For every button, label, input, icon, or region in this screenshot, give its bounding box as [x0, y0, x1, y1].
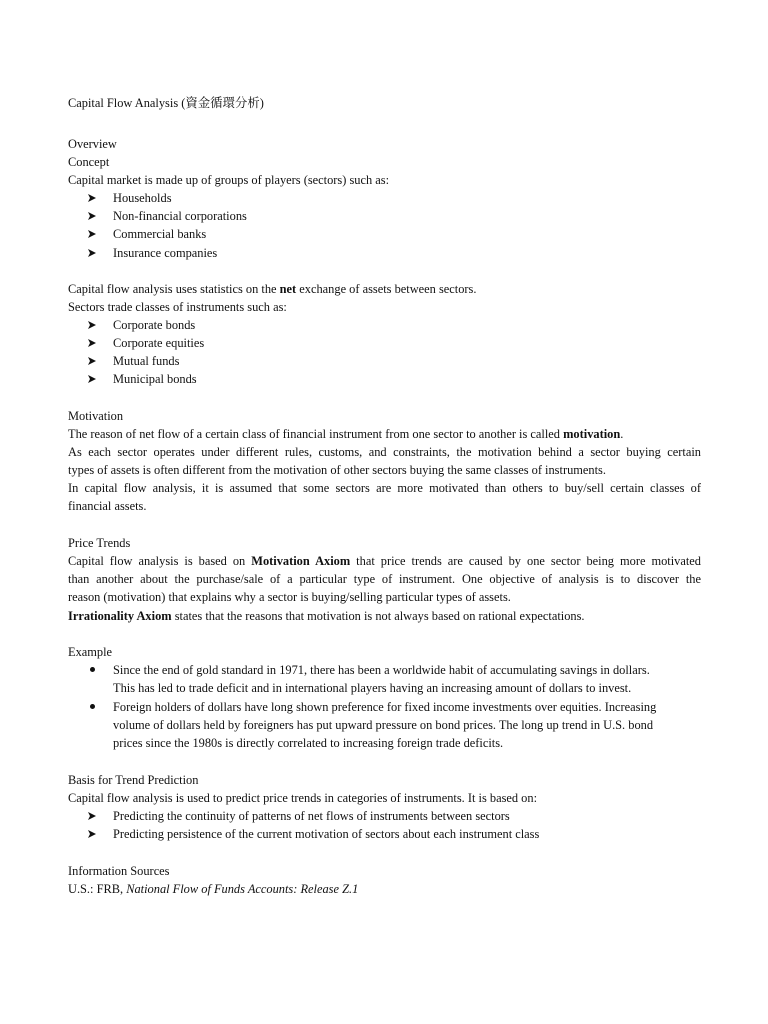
arrow-bullet-icon	[87, 211, 97, 221]
paragraph-line: than another about the purchase/sale of a particular type of instrument. One objective of analysis is to discover the	[68, 572, 701, 586]
paragraph-line	[113, 734, 701, 752]
sentence-text: .	[620, 427, 624, 441]
motivation-definition	[68, 425, 623, 443]
arrow-bullet-icon	[87, 338, 97, 348]
paragraph-line: reason (motivation) that explains why a sector is buying/selling particular types of assets.	[68, 590, 511, 604]
motivation-heading: Motivation	[68, 409, 124, 423]
irrationality-axiom	[68, 607, 585, 625]
net-exchange-sentence	[68, 280, 476, 298]
example-heading: Example	[68, 645, 113, 659]
arrow-bullet-icon	[87, 320, 97, 330]
sources-heading: Information Sources	[68, 864, 170, 878]
bold-term: Motivation Axiom	[251, 554, 351, 568]
sentence-text: Capital flow analysis uses statistics on the	[68, 282, 280, 296]
sentence-text: states that the reasons that motivation is not always based on rational expectations.	[171, 609, 585, 623]
basis-item: Predicting the continuity of patterns of net flows of instruments between sectors	[113, 809, 510, 823]
sentence-text: Capital flow analysis is based on	[68, 554, 252, 568]
paragraph-line: types of assets is often different from the motivation of other sectors buying the same classes of instruments.	[68, 463, 606, 477]
concept-heading: Concept	[68, 155, 110, 169]
bullet-dot-icon	[90, 704, 95, 709]
publication-title: National Flow of Funds Accounts: Release Z.1	[126, 882, 359, 896]
bold-term: Irrationality Axiom	[68, 609, 172, 623]
sector-item: Commercial banks	[113, 227, 207, 241]
sentence-text: that price trends are caused by one sector being more motivated	[350, 554, 701, 568]
sentence-text: exchange of assets between sectors.	[296, 282, 477, 296]
basis-intro: Capital flow analysis is used to predict price trends in categories of instruments. It is based on:	[68, 791, 538, 805]
basis-heading: Basis for Trend Prediction	[68, 773, 199, 787]
arrow-bullet-icon	[87, 374, 97, 384]
sector-item: Non-financial corporations	[113, 209, 247, 223]
bullet-text: Since the end of gold standard in 1971, there has been a worldwide habit of accumulating savings in dollars.	[113, 663, 650, 677]
arrow-bullet-icon	[87, 229, 97, 239]
paragraph-line	[113, 661, 701, 679]
bullet-text: This has led to trade deficit and in international players having an increasing amount of dollars to invest.	[113, 681, 632, 695]
instrument-item: Municipal bonds	[113, 372, 197, 386]
overview-heading: Overview	[68, 137, 117, 151]
arrow-bullet-icon	[87, 248, 97, 258]
paragraph-line	[113, 716, 701, 734]
paragraph-line	[113, 698, 701, 716]
arrow-bullet-icon	[87, 829, 97, 839]
sentence-text: U.S.: FRB,	[68, 882, 127, 896]
arrow-bullet-icon	[87, 811, 97, 821]
instrument-item: Corporate bonds	[113, 318, 196, 332]
bullet-text: prices since the 1980s is directly correlated to increasing foreign trade deficits.	[113, 736, 504, 750]
bullet-text: Foreign holders of dollars have long shown preference for fixed income investments over equities. Increasing	[113, 700, 657, 714]
basis-item: Predicting persistence of the current motivation of sectors about each instrument class	[113, 827, 540, 841]
paragraph-line	[113, 679, 701, 697]
sector-item: Households	[113, 191, 172, 205]
bullet-text: volume of dollars held by foreigners has put upward pressure on bond prices. The long up trend in U.S. bond	[113, 718, 654, 732]
sentence-text: The reason of net flow of a certain class of financial instrument from one sector to another is called	[68, 427, 564, 441]
instrument-item: Mutual funds	[113, 354, 180, 368]
paragraph-line: In capital flow analysis, it is assumed that some sectors are more motivated than others to buy/sell certain classes of	[68, 481, 701, 495]
instruments-intro: Sectors trade classes of instruments such as:	[68, 300, 287, 314]
arrow-bullet-icon	[87, 193, 97, 203]
bold-term: net	[279, 282, 297, 296]
arrow-bullet-icon	[87, 356, 97, 366]
paragraph-line: As each sector operates under different rules, customs, and constraints, the motivation behind a sector buying certain	[68, 445, 701, 459]
bold-term: motivation	[563, 427, 621, 441]
instrument-item: Corporate equities	[113, 336, 205, 350]
document-title: Capital Flow Analysis (資金循環分析)	[68, 96, 264, 110]
sector-item: Insurance companies	[113, 246, 218, 260]
price-trends-heading: Price Trends	[68, 536, 131, 550]
sectors-intro: Capital market is made up of groups of players (sectors) such as:	[68, 173, 390, 187]
paragraph-line: financial assets.	[68, 499, 147, 513]
sources-line	[68, 880, 358, 898]
bullet-dot-icon	[90, 667, 95, 672]
